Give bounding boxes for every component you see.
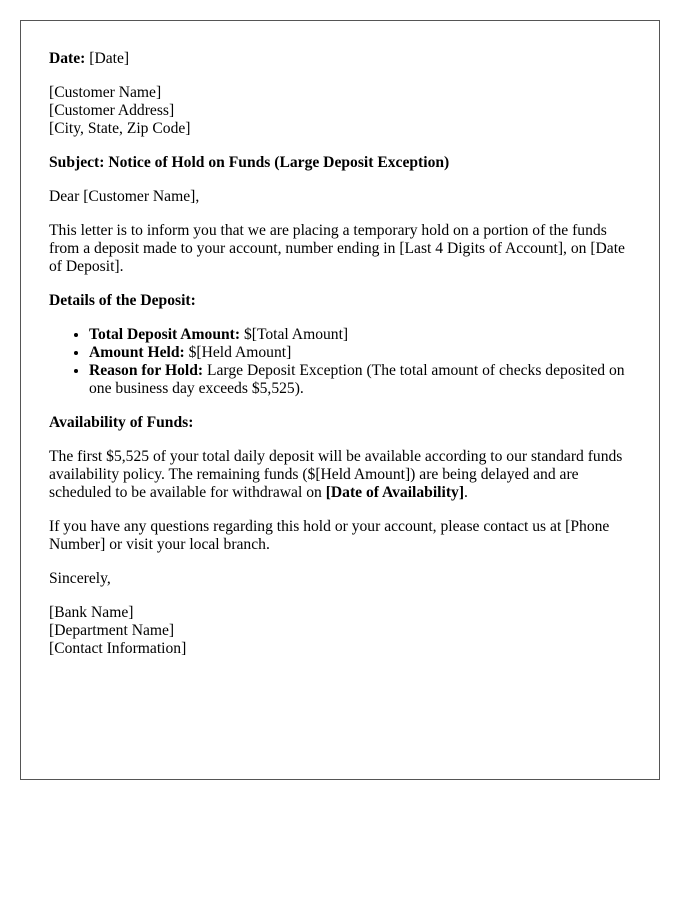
contact-paragraph: If you have any questions regarding this hold or your account, please contact us at [Phone Number] or visit your local branch. [49, 518, 610, 553]
availability-end: . [464, 484, 468, 501]
availability-text: The first $5,525 of your total daily deposit will be available according to our standard funds availability policy. The remaining funds ($[Held Amount]) are being delayed and are scheduled to be available for withdrawal on [49, 448, 623, 501]
recipient-city: [City, State, Zip Code] [49, 120, 191, 137]
details-list [49, 326, 631, 398]
signature-department: [Department Name] [49, 622, 175, 639]
recipient-name: [Customer Name] [49, 84, 162, 101]
letter-document [20, 20, 660, 780]
closing: Sincerely, [49, 570, 111, 587]
subject-text: Subject: Notice of Hold on Funds (Large Deposit Exception) [49, 154, 450, 171]
availability-paragraph [49, 448, 631, 502]
availability-heading-text: Availability of Funds: [49, 414, 194, 431]
details-item-value: $[Held Amount] [184, 344, 292, 361]
signature-contact: [Contact Information] [49, 640, 187, 657]
details-item-held [89, 344, 631, 362]
subject-line [49, 154, 631, 172]
recipient-block [49, 84, 631, 138]
recipient-address: [Customer Address] [49, 102, 175, 119]
date-label: Date: [49, 50, 86, 67]
details-item-label: Reason for Hold: [89, 362, 204, 379]
details-heading [49, 292, 631, 310]
signature-block [49, 604, 631, 658]
details-item-reason [89, 362, 631, 398]
details-item-total [89, 326, 631, 344]
date-value: [Date] [89, 50, 130, 67]
date-line [49, 50, 631, 68]
availability-date: [Date of Availability] [325, 484, 465, 501]
details-item-value: Large Deposit Exception (The total amount of checks deposited on one business day exceeds $5,525). [89, 362, 625, 397]
details-item-value: $[Total Amount] [240, 326, 349, 343]
intro-paragraph: This letter is to inform you that we are placing a temporary hold on a portion of the funds from a deposit made to your account, number ending in [Last 4 Digits of Account], on [Date of Deposit]. [49, 222, 625, 275]
availability-heading [49, 414, 631, 432]
details-item-label: Amount Held: [89, 344, 185, 361]
details-heading-text: Details of the Deposit: [49, 292, 196, 309]
details-item-label: Total Deposit Amount: [89, 326, 241, 343]
salutation: Dear [Customer Name], [49, 188, 200, 205]
signature-bank: [Bank Name] [49, 604, 134, 621]
